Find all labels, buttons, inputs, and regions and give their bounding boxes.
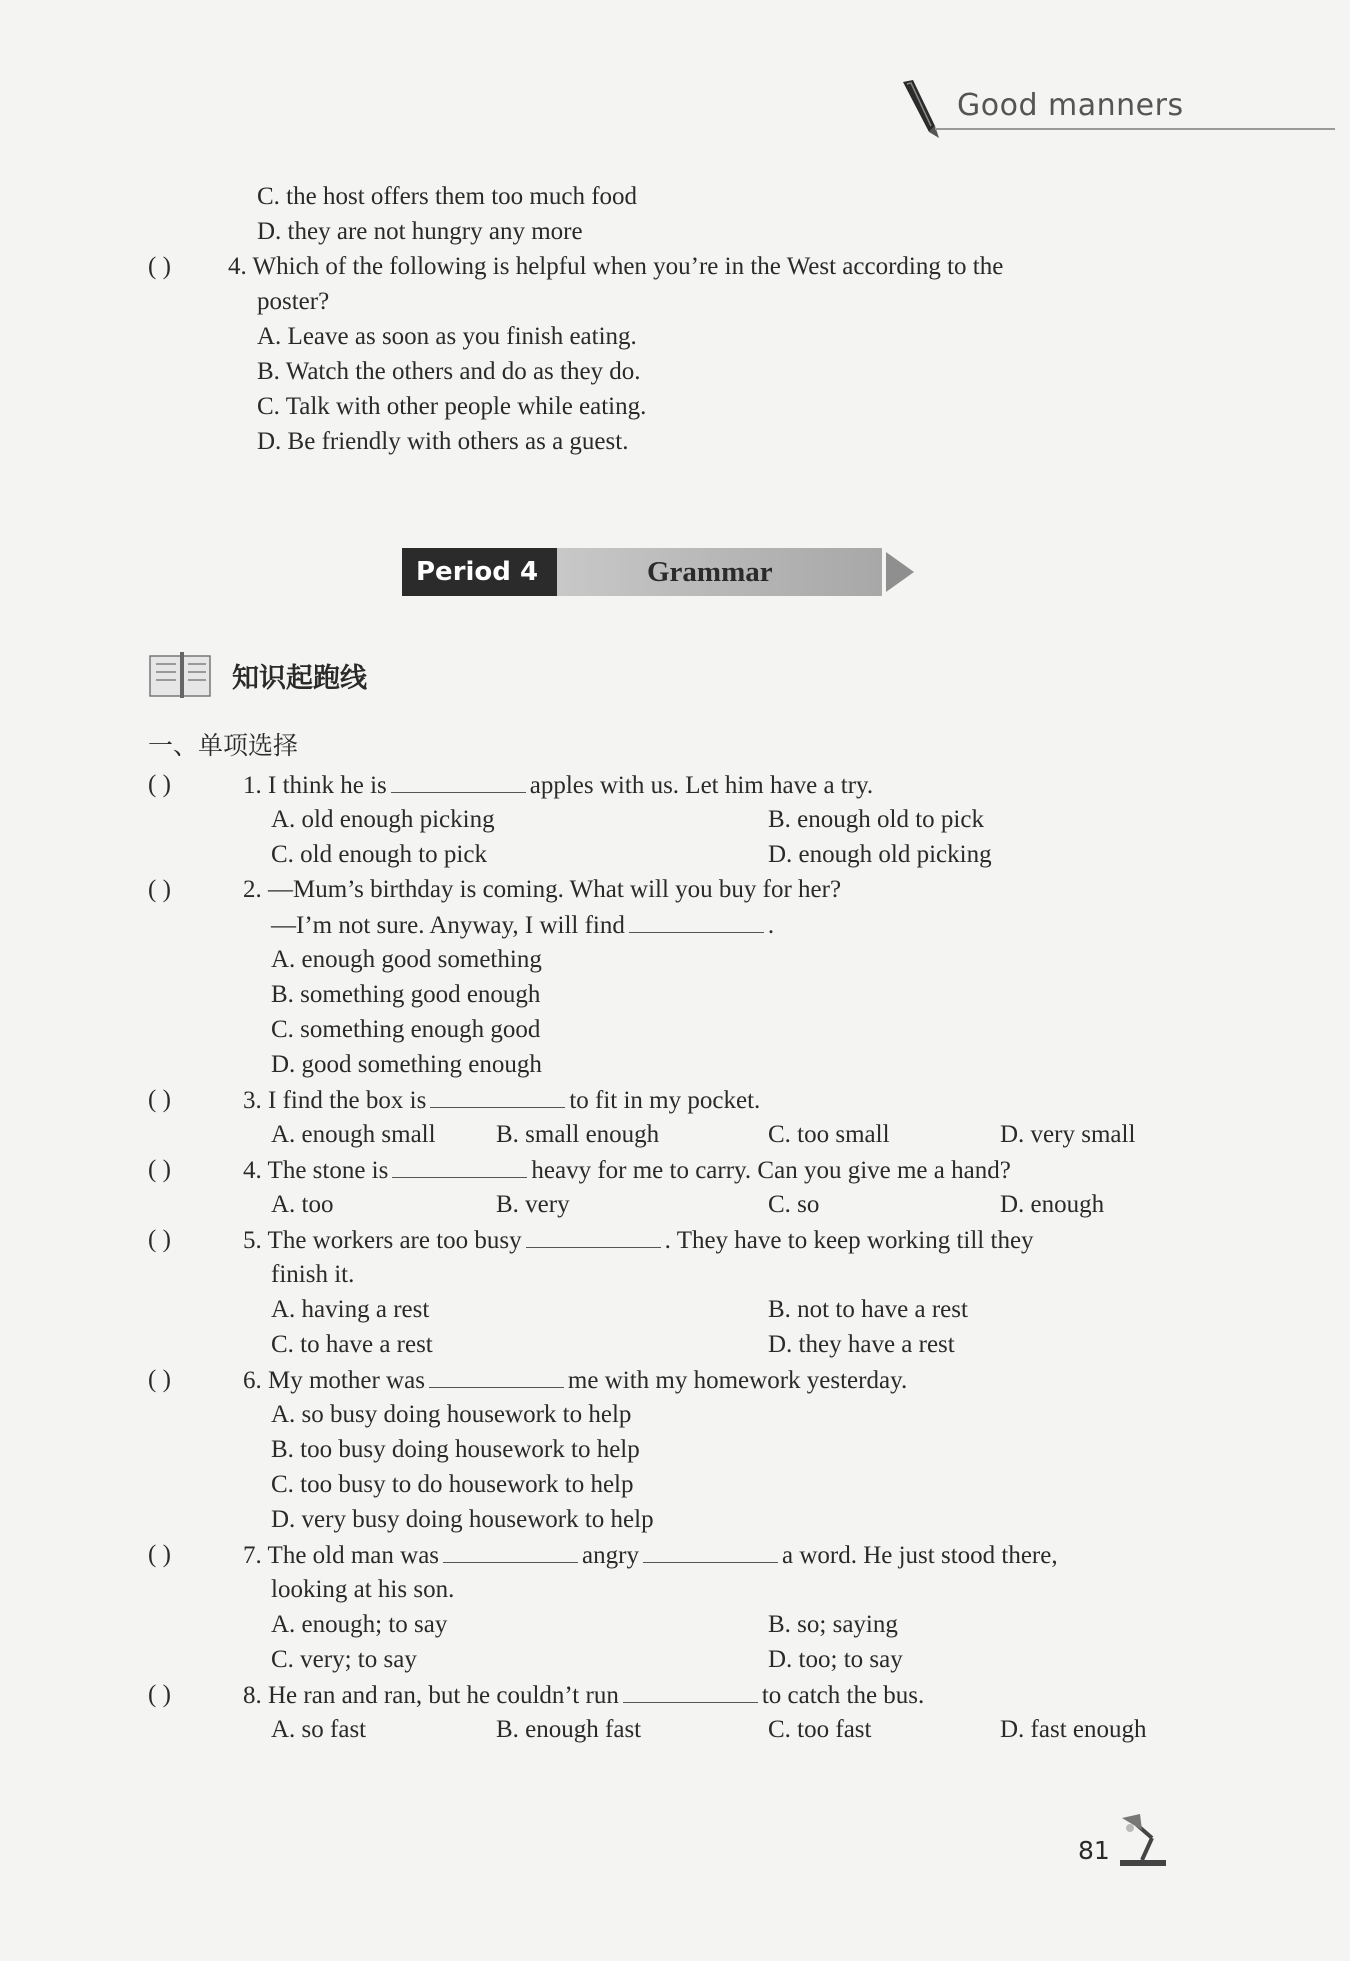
- answer-blank[interactable]: [392, 1155, 527, 1178]
- option-c: C. too small: [768, 1121, 890, 1148]
- question-4: 4. The stone is heavy for me to carry. Can you give me a hand?: [243, 1157, 1011, 1184]
- option-c: C. something enough good: [271, 1016, 541, 1043]
- option-a: A. Leave as soon as you finish eating.: [257, 323, 637, 350]
- question-3: 3. I find the box is to fit in my pocket.: [243, 1087, 761, 1114]
- answer-paren[interactable]: ( ): [148, 1541, 171, 1568]
- option-a: A. so busy doing housework to help: [271, 1401, 632, 1428]
- answer-blank[interactable]: [643, 1540, 778, 1563]
- option-c-prev: C. the host offers them too much food: [257, 183, 638, 210]
- option-a: A. old enough picking: [271, 806, 495, 833]
- option-d: D. enough old picking: [768, 841, 992, 868]
- answer-paren[interactable]: ( ): [148, 1226, 171, 1253]
- period-banner: [402, 548, 917, 596]
- desk-lamp-icon: [1112, 1808, 1174, 1870]
- option-b: B. too busy doing housework to help: [271, 1436, 640, 1463]
- option-a: A. too: [271, 1191, 334, 1218]
- answer-blank[interactable]: [430, 1085, 565, 1108]
- question-8: 8. He ran and ran, but he couldn’t run to catch the bus.: [243, 1682, 925, 1709]
- option-b: B. so; saying: [768, 1611, 898, 1638]
- option-d: D. Be friendly with others as a guest.: [257, 428, 629, 455]
- option-d: D. very busy doing housework to help: [271, 1506, 654, 1533]
- question-7: 7. The old man was angry a word. He just stood there,: [243, 1542, 1058, 1569]
- question-7-cont: looking at his son.: [271, 1576, 455, 1603]
- answer-blank[interactable]: [526, 1225, 661, 1248]
- option-c: C. too busy to do housework to help: [271, 1471, 634, 1498]
- answer-paren[interactable]: ( ): [148, 1156, 171, 1183]
- option-b: B. not to have a rest: [768, 1296, 968, 1323]
- option-b: B. enough fast: [496, 1716, 642, 1743]
- answer-paren[interactable]: ( ): [148, 1086, 171, 1113]
- option-d-prev: D. they are not hungry any more: [257, 218, 583, 245]
- option-c: C. Talk with other people while eating.: [257, 393, 647, 420]
- option-c: C. old enough to pick: [271, 841, 487, 868]
- answer-paren: ( ): [148, 253, 171, 280]
- option-c: C. to have a rest: [271, 1331, 433, 1358]
- question-1: 1. I think he is apples with us. Let him have a try.: [243, 772, 874, 799]
- answer-paren[interactable]: ( ): [148, 771, 171, 798]
- option-d: D. good something enough: [271, 1051, 542, 1078]
- option-c: C. very; to say: [271, 1646, 417, 1673]
- answer-blank[interactable]: [629, 910, 764, 933]
- option-a: A. enough good something: [271, 946, 542, 973]
- option-b: B. very: [496, 1191, 570, 1218]
- answer-paren[interactable]: ( ): [148, 1681, 171, 1708]
- question-2-reply: —I’m not sure. Anyway, I will find .: [271, 912, 775, 939]
- page-header: [895, 70, 1335, 140]
- option-a: A. enough; to say: [271, 1611, 448, 1638]
- question-text: 4. Which of the following is helpful when you’re in the West according to the: [228, 253, 1004, 280]
- option-d: D. fast enough: [1000, 1716, 1147, 1743]
- option-b: B. small enough: [496, 1121, 660, 1148]
- page-number: 81: [1078, 1836, 1110, 1865]
- answer-blank[interactable]: [429, 1365, 564, 1388]
- question-2: 2. —Mum’s birthday is coming. What will you buy for her?: [243, 876, 842, 903]
- period-label: Period 4: [402, 548, 557, 596]
- answer-paren[interactable]: ( ): [148, 876, 171, 903]
- option-b: B. something good enough: [271, 981, 541, 1008]
- question-5-cont: finish it.: [271, 1261, 355, 1288]
- header-rule: [935, 128, 1335, 130]
- question-6: 6. My mother was me with my homework yesterday.: [243, 1367, 908, 1394]
- option-d: D. very small: [1000, 1121, 1136, 1148]
- answer-blank[interactable]: [443, 1540, 578, 1563]
- answer-blank[interactable]: [623, 1680, 758, 1703]
- option-c: C. too fast: [768, 1716, 872, 1743]
- option-c: C. so: [768, 1191, 820, 1218]
- answer-paren[interactable]: ( ): [148, 1366, 171, 1393]
- pen-icon: [895, 78, 945, 140]
- option-a: A. enough small: [271, 1121, 436, 1148]
- option-d: D. enough: [1000, 1191, 1105, 1218]
- option-b: B. enough old to pick: [768, 806, 984, 833]
- book-icon: [148, 650, 214, 700]
- option-a: A. having a rest: [271, 1296, 430, 1323]
- exercise-heading: 一、单项选择: [148, 731, 299, 760]
- arrow-icon: [886, 552, 914, 592]
- section-label: Grammar: [557, 548, 882, 596]
- answer-blank[interactable]: [391, 770, 526, 793]
- option-a: A. so fast: [271, 1716, 367, 1743]
- option-b: B. Watch the others and do as they do.: [257, 358, 641, 385]
- question-5: 5. The workers are too busy . They have to keep working till they: [243, 1227, 1034, 1254]
- option-d: D. they have a rest: [768, 1331, 955, 1358]
- question-text: poster?: [257, 288, 330, 315]
- section-title: 知识起跑线: [232, 663, 367, 694]
- chapter-title: Good manners: [957, 88, 1184, 123]
- option-d: D. too; to say: [768, 1646, 903, 1673]
